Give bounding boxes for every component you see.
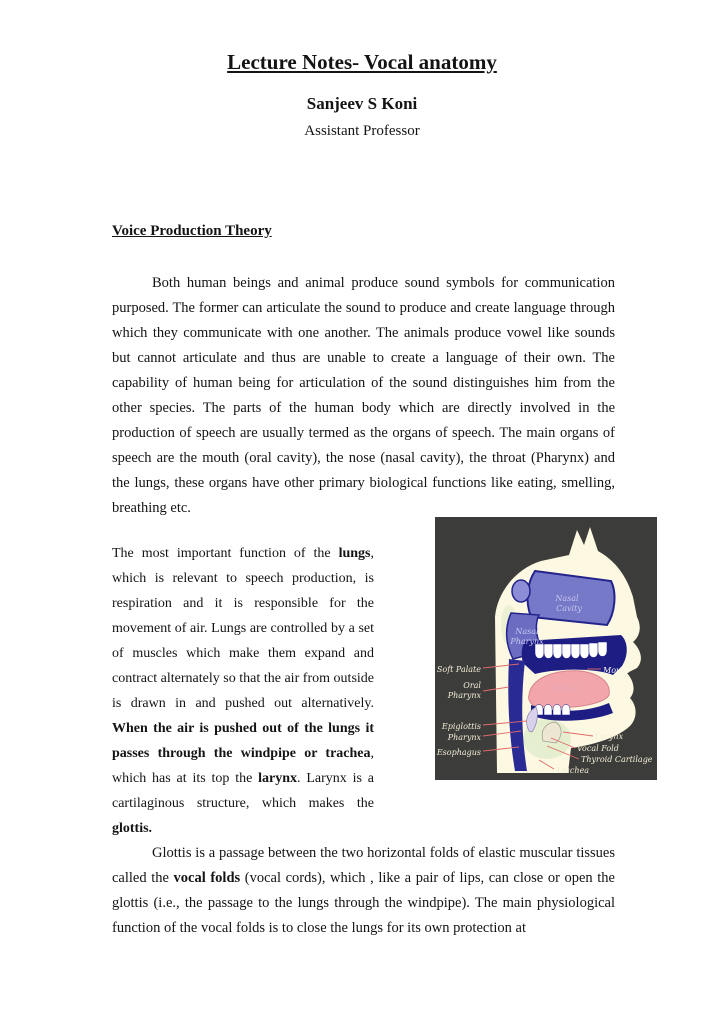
figure-label-soft-palate: Soft Palate: [436, 665, 481, 674]
figure-label-larynx: Larynx: [595, 732, 624, 741]
figure-label-pharynx: Pharynx: [447, 733, 481, 742]
figure-label-nasal-cavity-2: Cavity: [556, 604, 582, 613]
figure-label-trachea: Trachea: [556, 766, 590, 775]
figure-label-nasal-pharynx-2: Pharynx: [510, 637, 544, 646]
document-title-text: Lecture Notes- Vocal anatomy: [227, 50, 497, 74]
author-role: Assistant Professor: [304, 123, 420, 139]
figure-label-oral-pharynx-2: Pharynx: [447, 691, 481, 700]
document-title: [0, 50, 724, 75]
figure-label-tongue: Tongue: [550, 684, 580, 693]
section-heading: Voice Production Theory: [112, 223, 272, 239]
figure-label-nasal-pharynx-1: Nasal: [515, 627, 539, 636]
author-name: Sanjeev S Koni: [306, 94, 418, 113]
figure-label-epiglottis: Epiglottis: [441, 722, 481, 731]
figure-label-thyroid-cartilage: Thyroid Cartilage: [581, 755, 653, 764]
paragraph-lungs: The most important function of the lungs, which is relevant to speech production, is respiration and it is responsible for the movement of air. Lungs are controlled by a set of muscles which make them expand and contract alternately so that the air from outside is drawn in and pushed out alternatively. When the air is pushed out of the lungs it passes through the windpipe or trachea, which has at its top the larynx. Larynx is a cartilaginous structure, which makes the glottis.: [112, 546, 375, 836]
vocal-tract-diagram: [435, 517, 657, 780]
figure-label-mouth: Mouth: [603, 666, 630, 675]
figure-label-esophagus: Esophagus: [436, 748, 481, 757]
vocal-tract-figure: [435, 517, 657, 780]
paragraph-glottis: Glottis is a passage between the two horizontal folds of elastic muscular tissues called the vocal folds (vocal cords), which , like a pair of lips, can close or open the glottis (i.e., the passage to the lungs through the windpipe). The main physiological function of the vocal folds is to close the lungs for its own protection at: [112, 844, 615, 936]
figure-label-vocal-fold: Vocal Fold: [577, 744, 619, 753]
paragraph-voice-production: Both human beings and animal produce sound symbols for communication purposed. The former can articulate the sound to produce and create language through which they communicate with one another. The animals produce vowel like sounds but cannot articulate and thus are unable to create a language of their own. The capability of human being for articulation of the sound distinguishes him from the other species. The parts of the human body which are directly involved in the production of speech are usually termed as the organs of speech. The main organs of speech are the mouth (oral cavity), the nose (nasal cavity), the throat (Pharynx) and the lungs, these organs have other primary biological functions like eating, smelling, breathing etc.: [112, 274, 615, 516]
figure-label-oral-pharynx-1: Oral: [463, 681, 481, 690]
figure-label-nasal-cavity-1: Nasal: [555, 594, 579, 603]
sinus-shape: [512, 580, 530, 602]
